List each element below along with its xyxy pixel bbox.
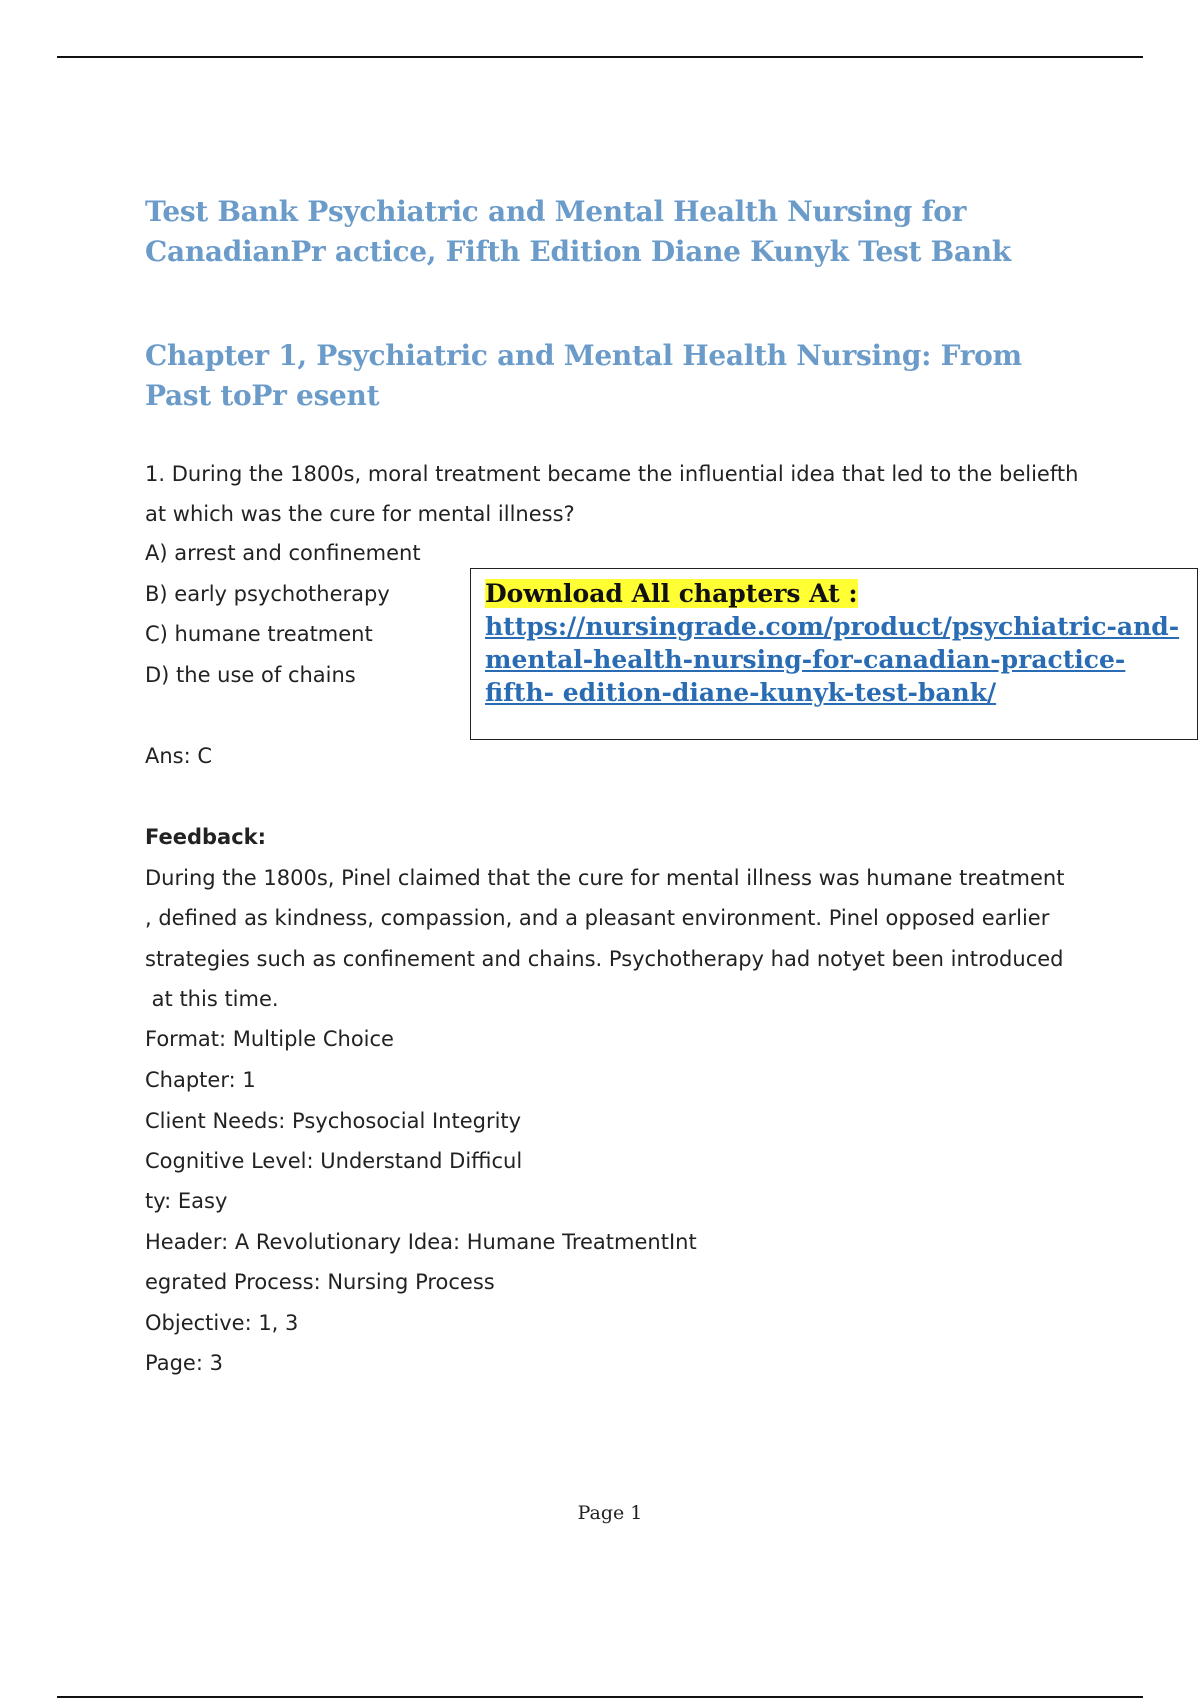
download-box (470, 568, 1198, 740)
feedback-heading: Feedback: (145, 825, 267, 849)
cognitive-level-line: Cognitive Level: Understand Difficul (145, 1149, 523, 1173)
top-rule (57, 56, 1143, 58)
feedback-line-3: strategies such as confinement and chains. Psychotherapy had notyet been introduced (145, 947, 1064, 971)
header-line: Header: A Revolutionary Idea: Humane TreatmentInt (145, 1230, 697, 1254)
document-title: Test Bank Psychiatric and Mental Health Nursing for CanadianPr actice, Fifth Edition Diane Kunyk Test Bank (145, 195, 1011, 268)
format-line: Format: Multiple Choice (145, 1027, 394, 1051)
feedback-line-2: , defined as kindness, compassion, and a pleasant environment. Pinel opposed earlier (145, 906, 1050, 930)
integrated-process-line: egrated Process: Nursing Process (145, 1270, 495, 1294)
download-label: Download All chapters At : (485, 579, 858, 608)
chapter-heading: Chapter 1, Psychiatric and Mental Health Nursing: From Past toPr esent (145, 339, 1022, 412)
objective-line: Objective: 1, 3 (145, 1311, 299, 1335)
download-link[interactable]: https://nursingrade.com/product/psychiatric-and-mental-health-nursing-for-canadian-practice-fifth- edition-diane-kunyk-test-bank/ (485, 612, 1180, 707)
answer: Ans: C (145, 744, 213, 768)
option-d: D) the use of chains (145, 663, 356, 687)
page-line: Page: 3 (145, 1351, 223, 1375)
difficulty-line: ty: Easy (145, 1189, 228, 1213)
question-text-line-2: at which was the cure for mental illness? (145, 502, 575, 526)
bottom-rule (57, 1696, 1143, 1698)
option-b: B) early psychotherapy (145, 582, 390, 606)
option-a: A) arrest and confinement (145, 541, 421, 565)
feedback-line-4: at this time. (145, 987, 279, 1011)
chapter-line: Chapter: 1 (145, 1068, 256, 1092)
option-c: C) humane treatment (145, 622, 373, 646)
question-text-line-1: 1. During the 1800s, moral treatment became the influential idea that led to the beliefth (145, 462, 1079, 486)
feedback-line-1: During the 1800s, Pinel claimed that the cure for mental illness was humane treatment (145, 866, 1065, 890)
client-needs-line: Client Needs: Psychosocial Integrity (145, 1109, 522, 1133)
page-number: Page 1 (577, 1502, 643, 1524)
